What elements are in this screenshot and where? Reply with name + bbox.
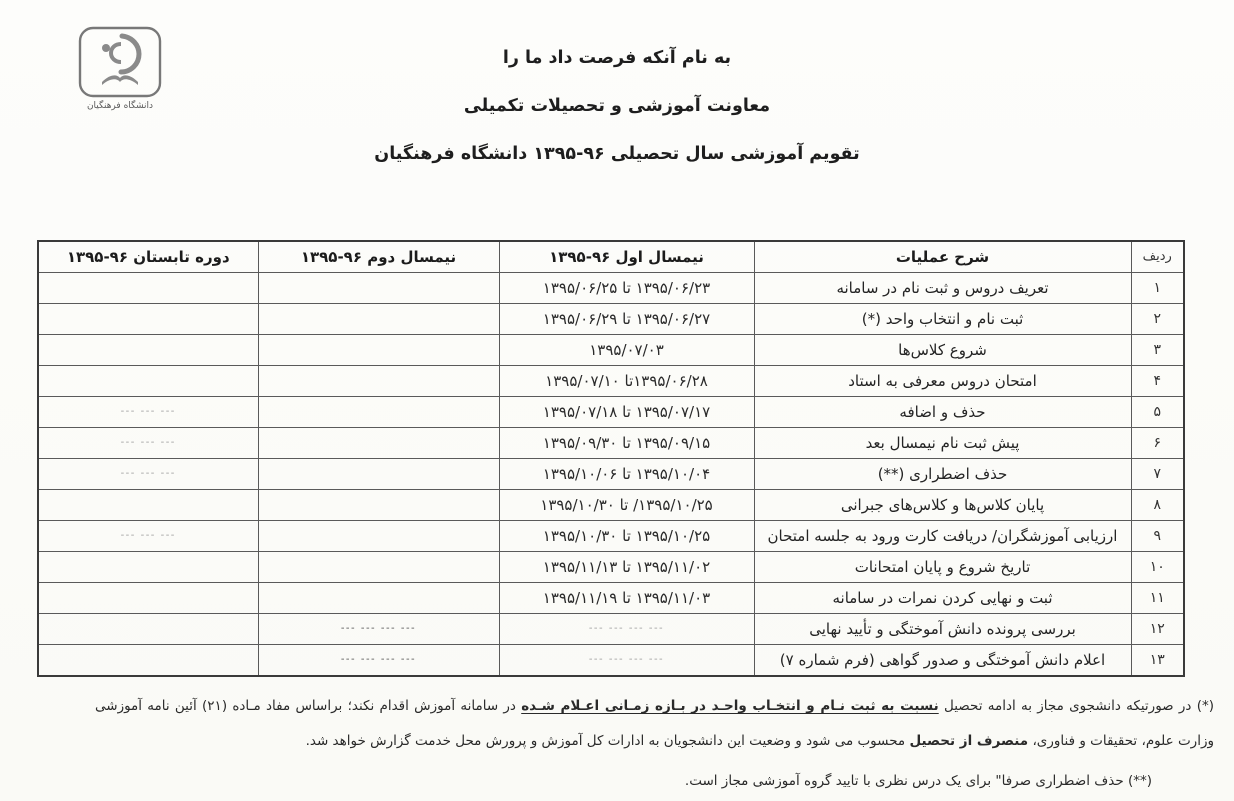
university-logo [72,26,168,111]
summer-date-cell [38,614,258,645]
operation-cell: شروع کلاس‌ها [754,335,1131,366]
row-number-cell: ۳ [1131,335,1184,366]
operation-cell: بررسی پرونده دانش آموختگی و تأیید نهایی [754,614,1131,645]
table-row [38,397,1184,428]
table-row [38,583,1184,614]
sem1-date-cell: ۱۳۹۵/۱۰/۰۴ تا ۱۳۹۵/۱۰/۰۶ [499,459,754,490]
row-number-cell: ۹ [1131,521,1184,552]
sem1-date-cell: ۱۳۹۵/۰۶/۲۸تا ۱۳۹۵/۰۷/۱۰ [499,366,754,397]
summer-date-cell: --- --- --- [38,397,258,428]
col-header-row-number: ردیف [1131,241,1184,273]
document-header [0,0,1234,164]
sem1-date-cell: ۱۳۹۵/۱۱/۰۲ تا ۱۳۹۵/۱۱/۱۳ [499,552,754,583]
table-row [38,490,1184,521]
table-row [38,614,1184,645]
col-header-operation: شرح عملیات [754,241,1131,273]
table-row [38,552,1184,583]
col-header-semester1: نیمسال اول ۹۶-۱۳۹۵ [499,241,754,273]
footnote-1-bold: منصرف از تحصیل [909,733,1029,749]
academic-calendar-table [37,240,1185,677]
operation-cell: پایان کلاس‌ها و کلاس‌های جبرانی [754,490,1131,521]
summer-date-cell: --- --- --- [38,428,258,459]
sem2-date-cell: --- --- --- --- [258,614,499,645]
summer-date-cell [38,304,258,335]
bismillah-line: به نام آنکه فرصت داد ما را [502,48,732,68]
sem1-date-cell: ۱۳۹۵/۰۷/۰۳ [499,335,754,366]
table-row [38,304,1184,335]
table-header-row [38,241,1184,273]
table-row [38,335,1184,366]
sem2-date-cell [258,304,499,335]
operation-cell: ارزیابی آموزشگران/ دریافت کارت ورود به جلسه امتحان [754,521,1131,552]
table-row [38,273,1184,304]
row-number-cell: ۱۱ [1131,583,1184,614]
sem2-date-cell: --- --- --- --- [258,645,499,677]
operation-cell: ثبت نام و انتخاب واحد (*) [754,304,1131,335]
summer-date-cell [38,583,258,614]
row-number-cell: ۱ [1131,273,1184,304]
operation-cell: امتحان دروس معرفی به استاد [754,366,1131,397]
sem2-date-cell [258,366,499,397]
row-number-cell: ۶ [1131,428,1184,459]
sem1-date-cell: ۱۳۹۵/۱۰/۲۵/ تا ۱۳۹۵/۱۰/۳۰ [499,490,754,521]
sem1-date-cell: ۱۳۹۵/۰۶/۲۳ تا ۱۳۹۵/۰۶/۲۵ [499,273,754,304]
footnote-1-emphasis: نسبت به ثبت نـام و انتخـاب واحـد در بـازه زمـانی اعـلام شـده [521,698,939,714]
sem1-date-cell: --- --- --- --- [499,645,754,677]
row-number-cell: ۲ [1131,304,1184,335]
summer-date-cell [38,552,258,583]
operation-cell: تعریف دروس و ثبت نام در سامانه [754,273,1131,304]
row-number-cell: ۸ [1131,490,1184,521]
sem1-date-cell: ۱۳۹۵/۰۷/۱۷ تا ۱۳۹۵/۰۷/۱۸ [499,397,754,428]
sem2-date-cell [258,428,499,459]
footnote-1-end: محسوب می شود و وضعیت این دانشجویان به ادارات کل آموزش و پرورش محل خدمت گزارش خواهد شد. [305,733,910,749]
sem1-date-cell: ۱۳۹۵/۱۰/۲۵ تا ۱۳۹۵/۱۰/۳۰ [499,521,754,552]
sem2-date-cell [258,552,499,583]
summer-date-cell [38,273,258,304]
row-number-cell: ۱۲ [1131,614,1184,645]
table-row [38,428,1184,459]
operation-cell: حذف اضطراری (**) [754,459,1131,490]
col-header-semester2: نیمسال دوم ۹۶-۱۳۹۵ [258,241,499,273]
summer-date-cell [38,645,258,677]
table-row [38,521,1184,552]
footnote-1-intro: (*) در صورتیکه دانشجوی مجاز به ادامه تحصیل [938,698,1214,714]
footnote-registration-warning [95,689,1214,759]
table-row [38,459,1184,490]
operation-cell: ثبت و نهایی کردن نمرات در سامانه [754,583,1131,614]
sem1-date-cell: --- --- --- --- [499,614,754,645]
operation-cell: اعلام دانش آموختگی و صدور گواهی (فرم شماره ۷) [754,645,1131,677]
footnote-1-mid: در سامانه آموزش اقدام نکند؛ براساس مفاد مـاده (۲۱) آئین نامه آموزشی وزارت علوم، تحقیقات و فناوری، [95,698,1214,749]
table-row [38,366,1184,397]
sem1-date-cell: ۱۳۹۵/۱۱/۰۳ تا ۱۳۹۵/۱۱/۱۹ [499,583,754,614]
row-number-cell: ۱۳ [1131,645,1184,677]
doc-title: تقویم آموزشی سال تحصیلی ۹۶-۱۳۹۵ دانشگاه فرهنگیان [374,144,860,164]
col-header-summer-term: دوره تابستان ۹۶-۱۳۹۵ [38,241,258,273]
university-logo-icon [78,26,162,100]
row-number-cell: ۵ [1131,397,1184,428]
summer-date-cell: --- --- --- [38,459,258,490]
summer-date-cell [38,366,258,397]
summer-date-cell: --- --- --- [38,521,258,552]
sem2-date-cell [258,521,499,552]
operation-cell: تاریخ شروع و پایان امتحانات [754,552,1131,583]
university-logo-caption: دانشگاه فرهنگیان [86,101,154,111]
sem1-date-cell: ۱۳۹۵/۰۶/۲۷ تا ۱۳۹۵/۰۶/۲۹ [499,304,754,335]
sem1-date-cell: ۱۳۹۵/۰۹/۱۵ تا ۱۳۹۵/۰۹/۳۰ [499,428,754,459]
operation-cell: پیش ثبت نام نیمسال بعد [754,428,1131,459]
sem2-date-cell [258,335,499,366]
table-row [38,645,1184,677]
sem2-date-cell [258,583,499,614]
sem2-date-cell [258,273,499,304]
footnote-emergency-drop: (**) حذف اضطراری صرفا" برای یک درس نظری با تایید گروه آموزشی مجاز است. [684,773,1152,789]
sem2-date-cell [258,490,499,521]
row-number-cell: ۱۰ [1131,552,1184,583]
operation-cell: حذف و اضافه [754,397,1131,428]
row-number-cell: ۴ [1131,366,1184,397]
deputy-line: معاونت آموزشی و تحصیلات تکمیلی [463,96,771,116]
sem2-date-cell [258,397,499,428]
row-number-cell: ۷ [1131,459,1184,490]
footnotes [95,689,1214,799]
summer-date-cell [38,335,258,366]
summer-date-cell [38,490,258,521]
sem2-date-cell [258,459,499,490]
